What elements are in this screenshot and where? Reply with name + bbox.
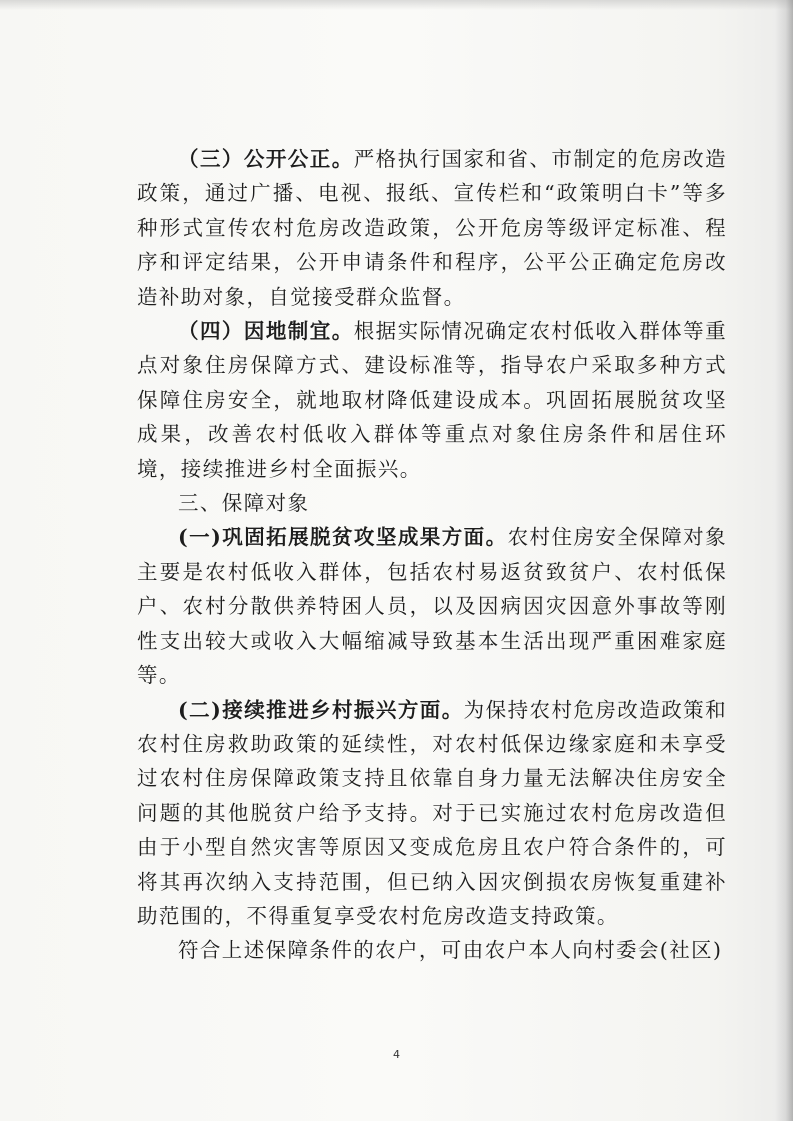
document-body (137, 142, 727, 968)
paragraph-lead: （四）因地制宜。 (178, 319, 354, 344)
section-heading: 三、保障对象 (178, 491, 310, 516)
paragraph-fair-justice (137, 142, 727, 314)
paragraph-lead: （三）公开公正。 (178, 147, 354, 171)
paragraph-rural-revitalization (137, 693, 727, 934)
paragraph-local-conditions (137, 314, 727, 486)
scan-shadow-right (775, 0, 793, 1121)
page-number: 4 (393, 1048, 400, 1061)
paragraph-poverty-consolidation (137, 520, 727, 692)
paragraph-text: 为保持农村危房改造政策和农村住房救助政策的延续性，对农村低保边缘家庭和未享受过农村住房保障政策支持且依靠自身力量无法解决住房安全问题的其他脱贫户给予支持。对于已实施过农村危房改造但由于小型自然灾害等原因又变成危房且农户符合条件的，可将其再次纳入支持范围，但已纳入因灾倒损农房恢复重建补助范围的，不得重复享受农村危房改造支持政策。 (137, 697, 727, 928)
paragraph-application: 符合上述保障条件的农户，可由农户本人向村委会(社区) (178, 938, 723, 963)
paragraph-text: 根据实际情况确定农村低收入群体等重点对象住房保障方式、建设标准等，指导农户采取多种方式保障住房安全，就地取材降低建设成本。巩固拓展脱贫攻坚成果，改善农村低收入群体等重点对象住房条件和居住环境，接续推进乡村全面振兴。 (137, 319, 727, 481)
paragraph-text: 农村住房安全保障对象主要是农村低收入群体，包括农村易返贫致贫户、农村低保户、农村分散供养特困人员，以及因病因灾因意外事故等刚性支出较大或收入大幅缩减导致基本生活出现严重困难家庭等。 (137, 525, 727, 688)
paragraph-lead: (一)巩固拓展脱贫攻坚成果方面。 (178, 525, 508, 550)
paragraph-text: 严格执行国家和省、市制定的危房改造政策，通过广播、电视、报纸、宣传栏和“政策明白卡”等多种形式宣传农村危房改造政策，公开危房等级评定标准、程序和评定结果，公开申请条件和程序，公平公正确定危房改造补助对象，自觉接受群众监督。 (137, 147, 727, 309)
scan-shadow-top (0, 0, 793, 10)
paragraph-lead: (二)接续推进乡村振兴方面。 (178, 697, 464, 722)
